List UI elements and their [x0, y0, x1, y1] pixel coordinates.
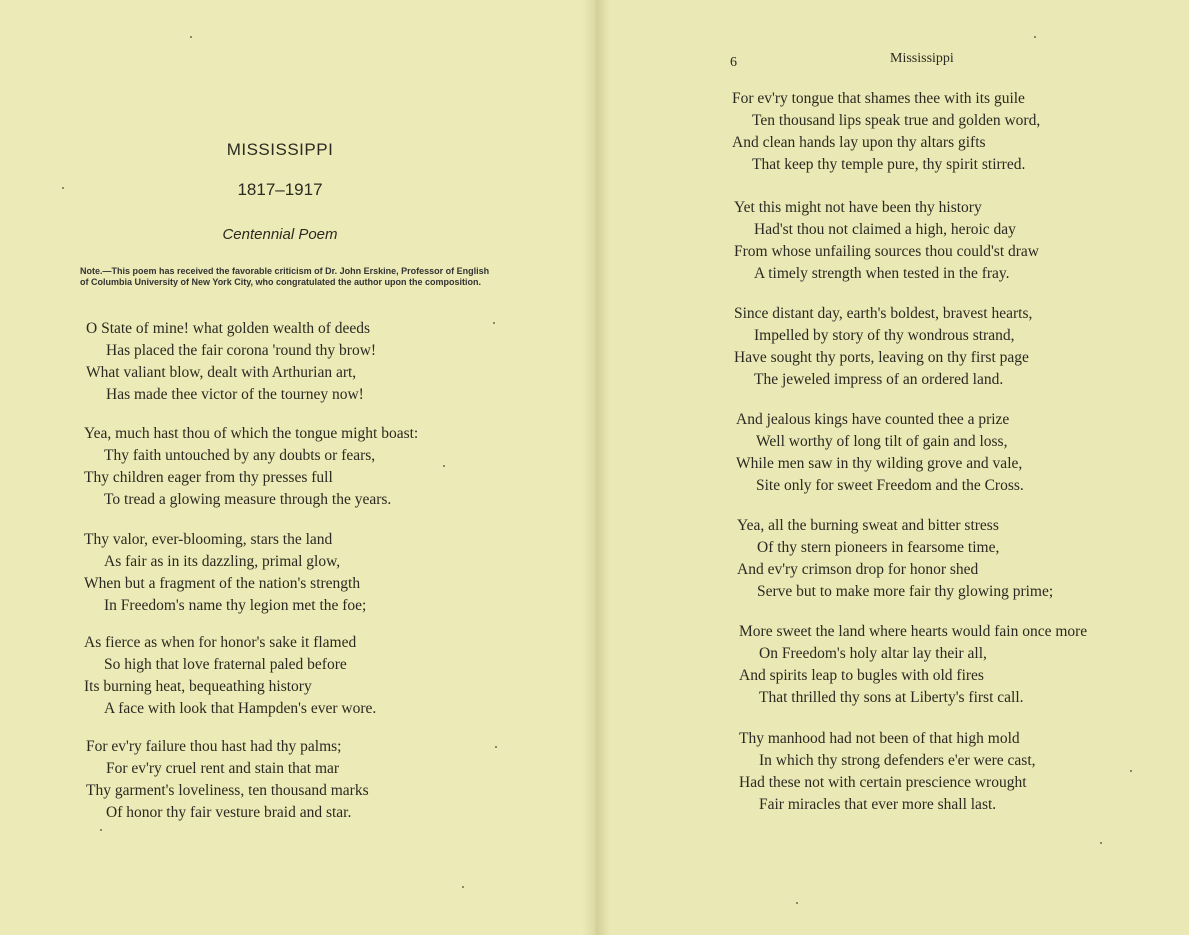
- stanza: [732, 88, 1040, 176]
- verse-line: A face with look that Hampden's ever wore.: [104, 700, 377, 717]
- verse-line: In Freedom's name thy legion met the foe;: [104, 597, 367, 614]
- running-head: Mississippi: [890, 51, 954, 66]
- verse-line: And ev'ry crimson drop for honor shed: [737, 561, 979, 578]
- verse-line: From whose unfailing sources thou could'st draw: [734, 243, 1039, 260]
- poem-years: 1817–1917: [237, 180, 323, 199]
- verse-line: Thy garment's loveliness, ten thousand marks: [86, 782, 369, 799]
- stanza: [86, 318, 376, 406]
- paper-speck: [1130, 770, 1132, 772]
- verse-line: And jealous kings have counted thee a prize: [736, 411, 1010, 428]
- verse-line: O State of mine! what golden wealth of deeds: [86, 320, 371, 337]
- poem-subtitle: Centennial Poem: [222, 226, 338, 243]
- verse-line: While men saw in thy wilding grove and vale,: [736, 455, 1023, 472]
- paper-speck: [100, 829, 102, 831]
- stanza: [734, 197, 1039, 285]
- verse-line: Fair miracles that ever more shall last.: [759, 796, 997, 813]
- paper-speck: [495, 746, 497, 748]
- stanza: [86, 736, 369, 824]
- verse-line: Yea, all the burning sweat and bitter stress: [737, 517, 999, 534]
- verse-line: And clean hands lay upon thy altars gifts: [732, 134, 986, 151]
- verse-line: Well worthy of long tilt of gain and loss,: [756, 433, 1008, 450]
- verse-line: Thy manhood had not been of that high mold: [739, 730, 1020, 747]
- verse-line: What valiant blow, dealt with Arthurian art,: [86, 364, 357, 381]
- stanza: [739, 621, 1087, 709]
- verse-line: A timely strength when tested in the fray.: [754, 265, 1010, 282]
- verse-line: Thy valor, ever-blooming, stars the land: [84, 531, 333, 548]
- verse-line: That keep thy temple pure, thy spirit stirred.: [752, 156, 1026, 173]
- verse-line: Has made thee victor of the tourney now!: [106, 386, 364, 403]
- verse-line: For ev'ry tongue that shames thee with its guile: [732, 90, 1025, 107]
- page-number: 6: [730, 55, 737, 70]
- stanza: [84, 529, 366, 617]
- stanza: [84, 423, 418, 511]
- verse-line: Has placed the fair corona 'round thy brow!: [106, 342, 377, 359]
- verse-line: Ten thousand lips speak true and golden word,: [752, 112, 1041, 129]
- verse-line: Had these not with certain prescience wrought: [739, 774, 1027, 791]
- paper-speck: [190, 36, 192, 38]
- verse-line: Yet this might not have been thy history: [734, 199, 982, 216]
- author-note: Note.—This poem has received the favorable criticism of Dr. John Erskine, Professor of English of Columbia University of New York City, who congratulated the author upon the composition.: [80, 266, 490, 287]
- verse-line: Its burning heat, bequeathing history: [84, 678, 312, 695]
- paper-speck: [796, 902, 798, 904]
- verse-line: Yea, much hast thou of which the tongue might boast:: [84, 425, 419, 442]
- stanza: [84, 632, 376, 720]
- verse-line: So high that love fraternal paled before: [104, 656, 347, 673]
- verse-line: On Freedom's holy altar lay their all,: [759, 645, 987, 662]
- verse-line: In which thy strong defenders e'er were cast,: [759, 752, 1036, 769]
- verse-line: Of honor thy fair vesture braid and star.: [106, 804, 352, 821]
- verse-line: Thy children eager from thy presses full: [84, 469, 333, 486]
- poem-title: MISSISSIPPI: [226, 140, 334, 159]
- verse-line: Site only for sweet Freedom and the Cross.: [756, 477, 1024, 494]
- book-gutter: [582, 0, 610, 935]
- verse-line: Serve but to make more fair thy glowing prime;: [757, 583, 1054, 600]
- verse-line: Have sought thy ports, leaving on thy first page: [734, 349, 1029, 366]
- paper-speck: [443, 465, 445, 467]
- stanza: [739, 728, 1036, 816]
- verse-line: To tread a glowing measure through the years.: [104, 491, 392, 508]
- verse-line: That thrilled thy sons at Liberty's first call.: [759, 689, 1024, 706]
- paper-speck: [462, 886, 464, 888]
- paper-speck: [1100, 842, 1102, 844]
- paper-speck: [1034, 36, 1036, 38]
- verse-line: Of thy stern pioneers in fearsome time,: [757, 539, 1000, 556]
- paper-speck: [493, 322, 495, 324]
- verse-line: For ev'ry failure thou hast had thy palms;: [86, 738, 342, 755]
- verse-line: And spirits leap to bugles with old fires: [739, 667, 984, 684]
- verse-line: Impelled by story of thy wondrous strand,: [754, 327, 1015, 344]
- verse-line: Thy faith untouched by any doubts or fears,: [104, 447, 376, 464]
- verse-line: As fierce as when for honor's sake it flamed: [84, 634, 357, 651]
- verse-line: The jeweled impress of an ordered land.: [754, 371, 1004, 388]
- verse-line: Since distant day, earth's boldest, bravest hearts,: [734, 305, 1033, 322]
- verse-line: More sweet the land where hearts would fain once more: [739, 623, 1088, 640]
- stanza: [737, 515, 1053, 603]
- verse-line: Had'st thou not claimed a high, heroic day: [754, 221, 1016, 238]
- stanza: [736, 409, 1024, 497]
- paper-speck: [62, 187, 64, 189]
- verse-line: When but a fragment of the nation's strength: [84, 575, 361, 592]
- verse-line: As fair as in its dazzling, primal glow,: [104, 553, 341, 570]
- stanza: [734, 303, 1032, 391]
- verse-line: For ev'ry cruel rent and stain that mar: [106, 760, 340, 777]
